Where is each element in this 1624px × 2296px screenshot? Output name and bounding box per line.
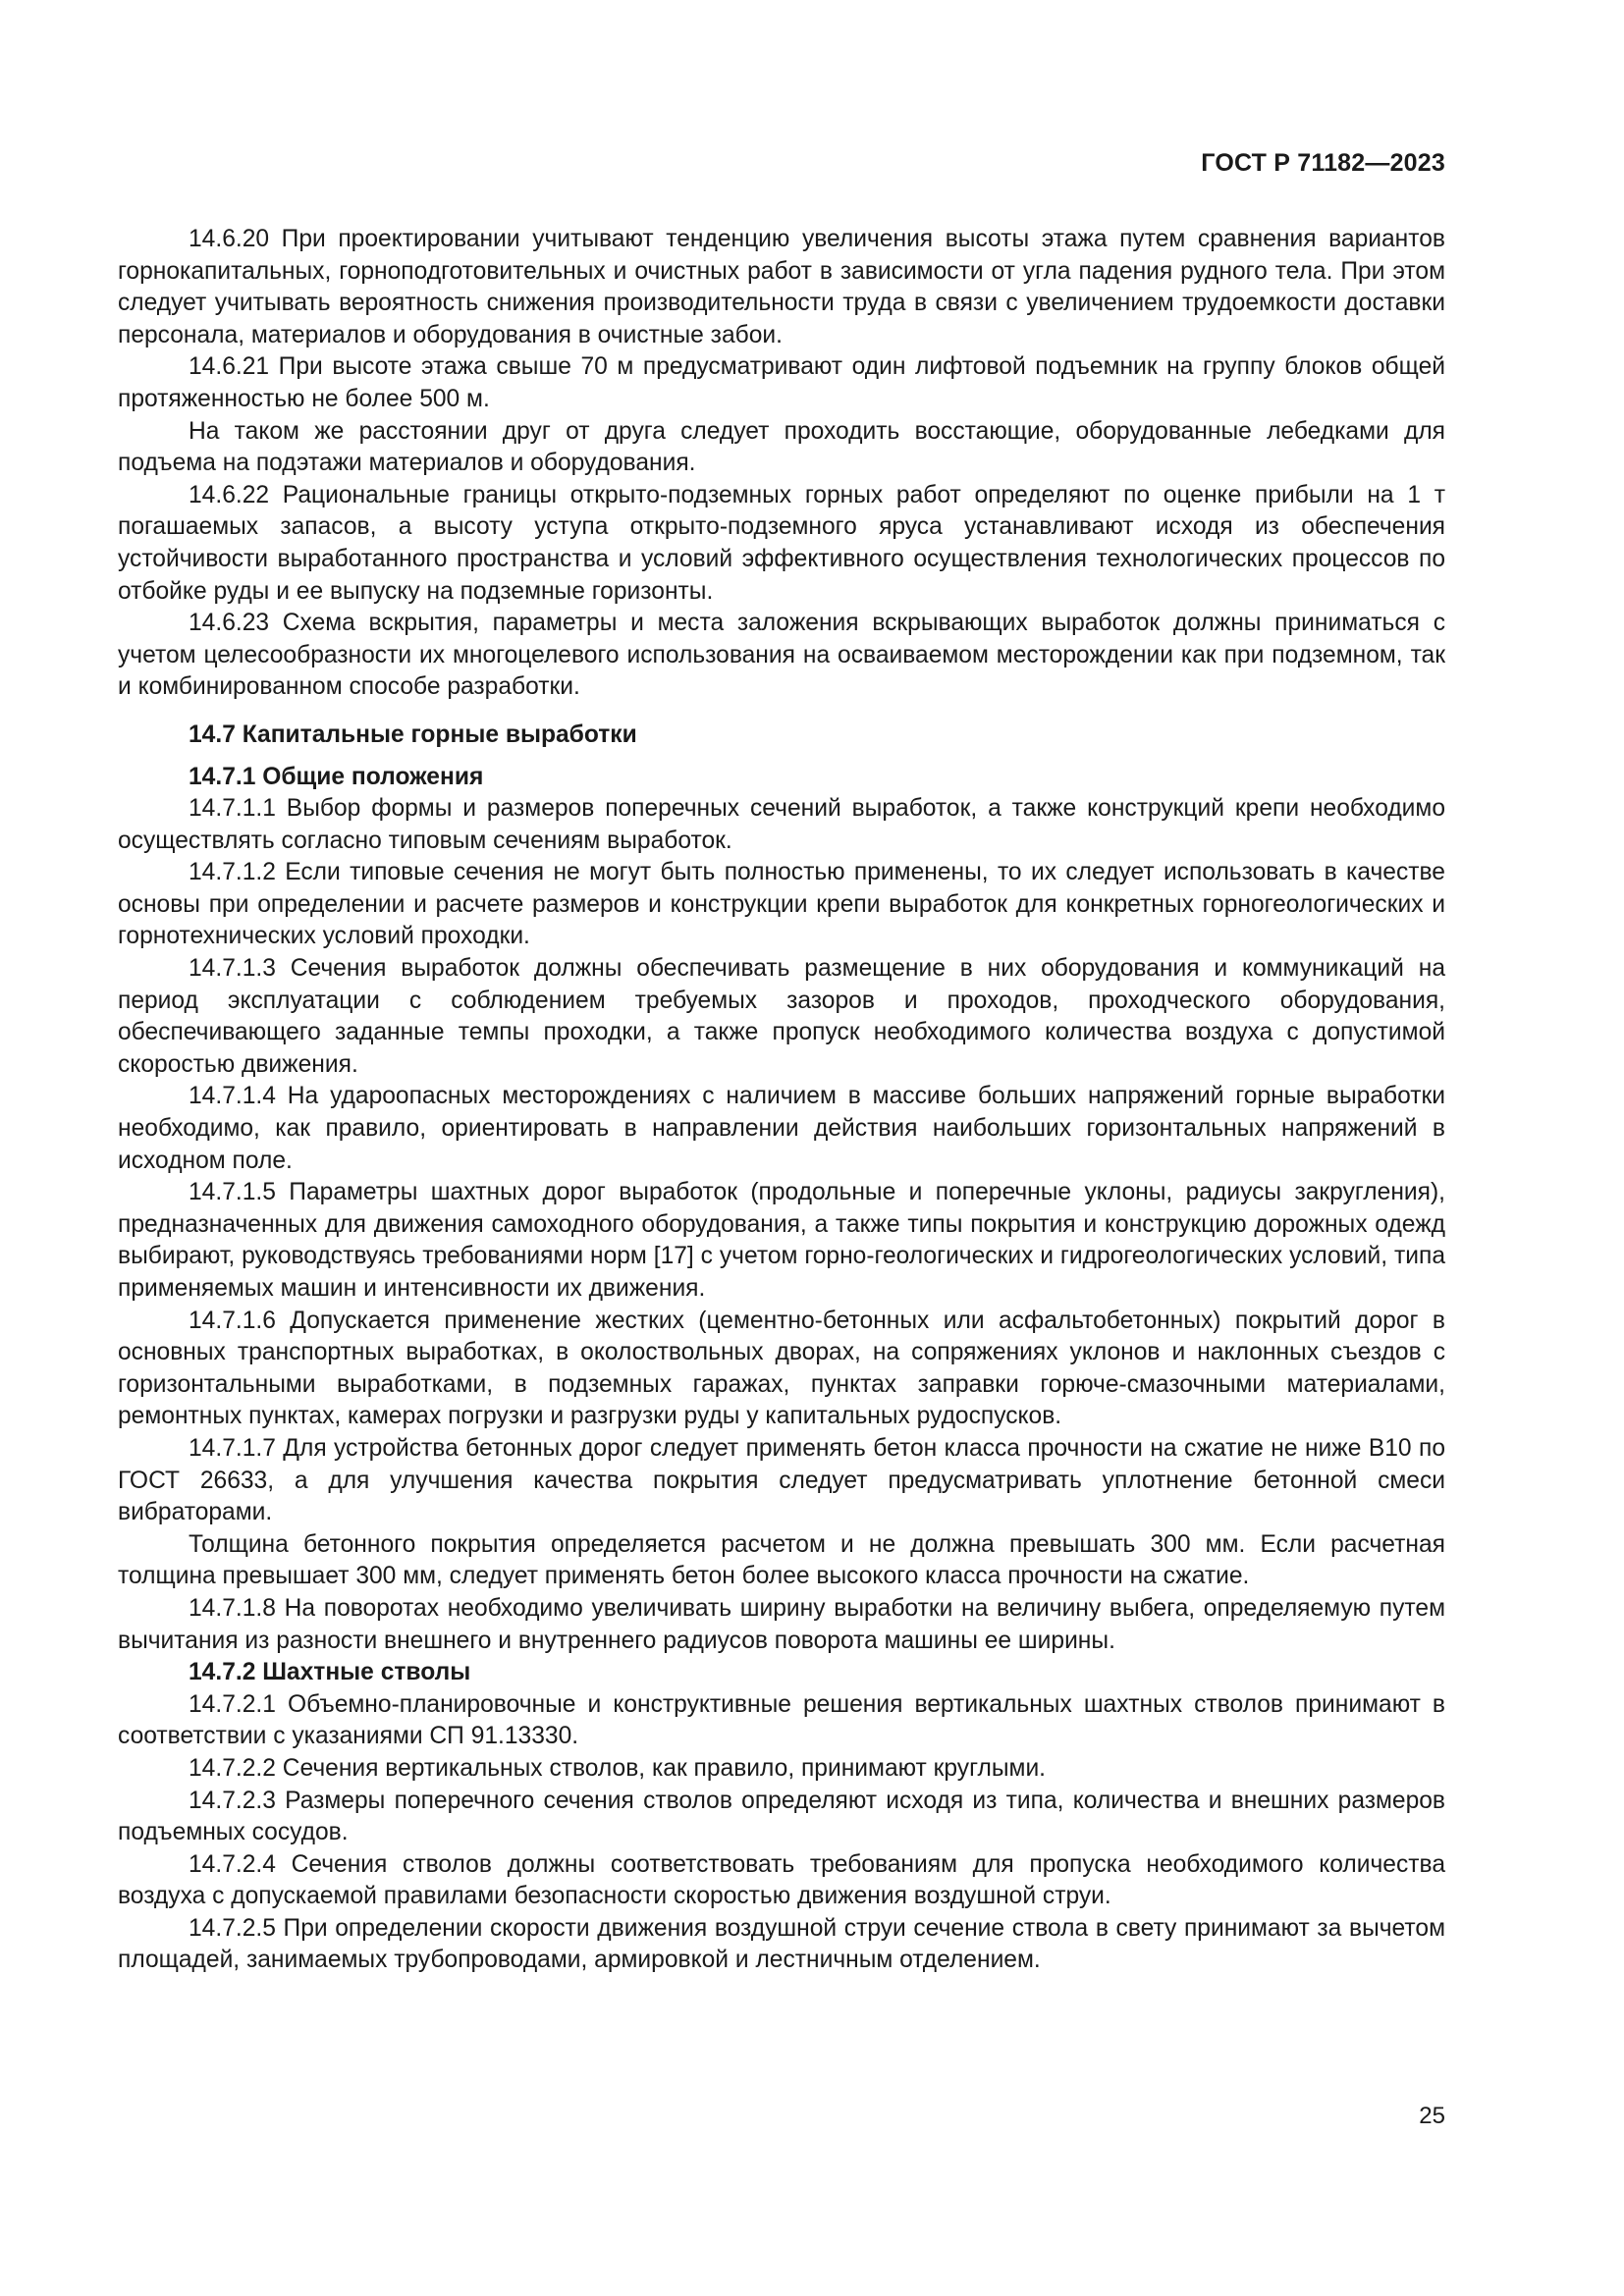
paragraph-14-6-22: 14.6.22 Рациональные границы открыто-подземных горных работ определяют по оценке прибыли на 1 т погашаемых запасов, а высоту уступа открыто-подземного яруса устанавливают исходя из обеспечения устойчивости выработанного пространства и условий эффективного осуществления технологических процессов по отбойке руды и ее выпуску на подземные горизонты. <box>118 481 1445 605</box>
section-heading-14-7-2: 14.7.2 Шахтные стволы <box>189 1659 471 1686</box>
paragraph-14-6-23: 14.6.23 Схема вскрытия, параметры и места заложения вскрывающих выработок должны приниматься с учетом целесообразности их многоцелевого использования на осваиваемом месторождении как при подземном, так и комбинированном способе разработки. <box>118 610 1445 701</box>
paragraph-14-7-1-3: 14.7.1.3 Сечения выработок должны обеспечивать размещение в них оборудования и коммуникаций на период эксплуатации с соблюдением требуемых зазоров и проходов, проходческого оборудования, обеспечивающего заданные темпы проходки, а также пропуск необходимого количества воздуха с допустимой скоростью движения. <box>118 955 1445 1078</box>
page-number: 25 <box>1419 2103 1445 2129</box>
paragraph-14-7-1-1: 14.7.1.1 Выбор формы и размеров поперечных сечений выработок, а также конструкций крепи необходимо осуществлять согласно типовым сечениям выработок. <box>118 795 1445 854</box>
paragraph-14-6-21-cont: На таком же расстоянии друг от друга следует проходить восстающие, оборудованные лебедками для подъема на подэтажи материалов и оборудования. <box>118 417 1445 477</box>
section-heading-14-7-1: 14.7.1 Общие положения <box>189 763 484 790</box>
paragraph-14-7-1-7-cont: Толщина бетонного покрытия определяется расчетом и не должна превышать 300 мм. Если расчетная толщина превышает 300 мм, следует применять бетон более высокого класса прочности на сжатие. <box>118 1530 1445 1590</box>
paragraph-14-7-2-3: 14.7.2.3 Размеры поперечного сечения стволов определяют исходя из типа, количества и внешних размеров подъемных сосудов. <box>118 1787 1445 1846</box>
paragraph-14-7-1-6: 14.7.1.6 Допускается применение жестких (цементно-бетонных или асфальтобетонных) покрытий дорог в основных транспортных выработках, в околоствольных дворах, на сопряжениях уклонов и наклонных съездов с горизонтальными выработками, в подземных гаражах, пунктах заправки горюче-смазочными материалами, ремонтных пунктах, камерах погрузки и разгрузки руды у капитальных рудоспусков. <box>118 1307 1445 1430</box>
paragraph-14-7-2-5: 14.7.2.5 При определении скорости движения воздушной струи сечение ствола в свету принимают за вычетом площадей, занимаемых трубопроводами, армировкой и лестничным отделением. <box>118 1914 1445 1974</box>
paragraph-14-7-2-2: 14.7.2.2 Сечения вертикальных стволов, как правило, принимают круглыми. <box>189 1754 1047 1782</box>
paragraph-14-7-1-7: 14.7.1.7 Для устройства бетонных дорог следует применять бетон класса прочности на сжатие не ниже В10 по ГОСТ 26633, а для улучшения качества покрытия следует предусматривать уплотнение бетонной смеси вибраторами. <box>118 1434 1445 1526</box>
document-body <box>118 224 1445 1977</box>
paragraph-14-7-1-5: 14.7.1.5 Параметры шахтных дорог выработок (продольные и поперечные уклоны, радиусы закругления), предназначенных для движения самоходного оборудования, а также типы покрытия и конструкцию дорожных одежд выбирают, руководствуясь требованиями норм [17] с учетом горно-геологических и гидрогеологических условий, типа применяемых машин и интенсивности их движения. <box>118 1179 1445 1302</box>
paragraph-14-7-2-1: 14.7.2.1 Объемно-планировочные и конструктивные решения вертикальных шахтных стволов принимают в соответствии с указаниями СП 91.13330. <box>118 1690 1445 1750</box>
paragraph-14-7-1-8: 14.7.1.8 На поворотах необходимо увеличивать ширину выработки на величину выбега, определяемую путем вычитания из разности внешнего и внутреннего радиусов поворота машины ее ширины. <box>118 1594 1445 1654</box>
paragraph-14-6-21: 14.6.21 При высоте этажа свыше 70 м предусматривают один лифтовой подъемник на группу блоков общей протяженностью не более 500 м. <box>118 353 1445 412</box>
paragraph-14-7-1-2: 14.7.1.2 Если типовые сечения не могут быть полностью применены, то их следует использовать в качестве основы при определении и расчете размеров и конструкции крепи выработок для конкретных горногеологических и горнотехнических условий проходки. <box>118 859 1445 950</box>
paragraph-14-7-2-4: 14.7.2.4 Сечения стволов должны соответствовать требованиям для пропуска необходимого количества воздуха с допускаемой правилами безопасности скоростью движения воздушной струи. <box>118 1850 1445 1910</box>
document-header: ГОСТ Р 71182—2023 <box>1201 149 1445 177</box>
section-heading-14-7: 14.7 Капитальные горные выработки <box>189 721 637 748</box>
paragraph-14-7-1-4: 14.7.1.4 На удароопасных месторождениях с наличием в массиве больших напряжений горные выработки необходимо, как правило, ориентировать в направлении действия наибольших горизонтальных напряжений в исходном поле. <box>118 1083 1445 1174</box>
paragraph-14-6-20: 14.6.20 При проектировании учитывают тенденцию увеличения высоты этажа путем сравнения вариантов горнокапитальных, горноподготовительных и очистных работ в зависимости от угла падения рудного тела. При этом следует учитывать вероятность снижения производительности труда в связи с увеличением трудоемкости доставки персонала, материалов и оборудования в очистные забои. <box>118 226 1445 348</box>
